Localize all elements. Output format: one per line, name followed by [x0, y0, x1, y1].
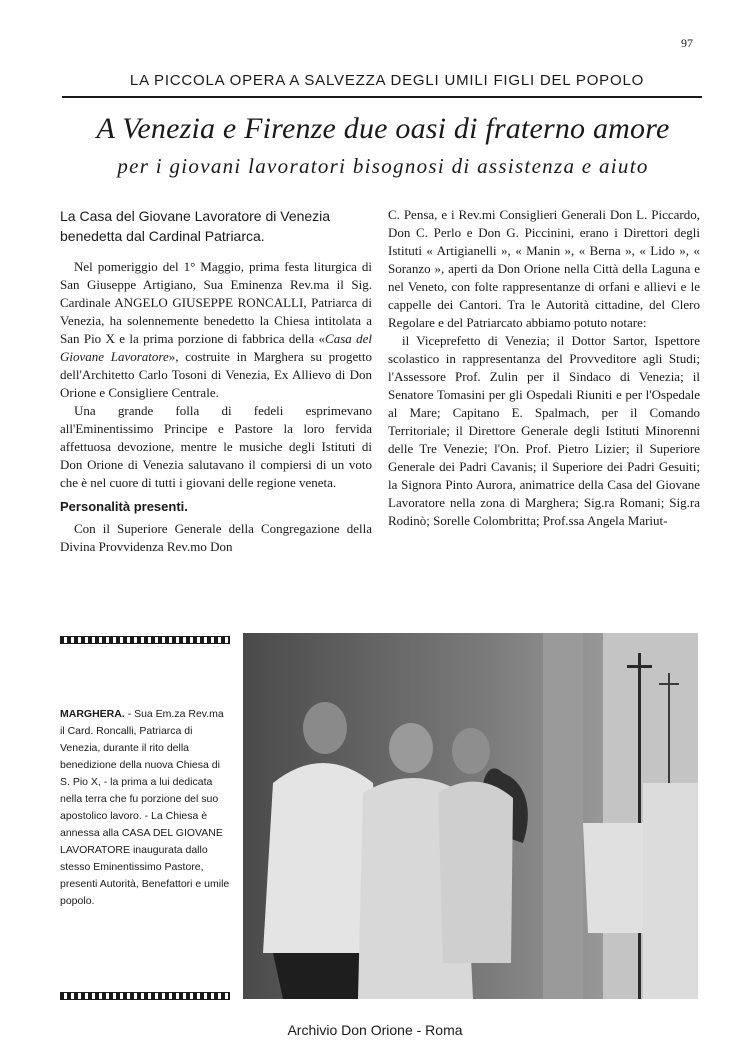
ceremony-photo	[243, 633, 698, 999]
header-rule	[62, 96, 702, 98]
paragraph-1-start: Nel pomeriggio del 1° Maggio, prima festa liturgica di San Giuseppe Artigiano, Sua Eminenza Rev.ma il Sig. Cardinale ANGELO GIUSEPPE RONCALLI, Patriarca di Venezia, ha solennemente benedetto la Chiesa intitolata a San Pio X e la prima porzione di fabbrica della «	[60, 259, 372, 346]
page-number: 97	[681, 36, 693, 50]
right-column	[388, 206, 700, 530]
paragraph-4: C. Pensa, e i Rev.mi Consiglieri Generali Don L. Piccardo, Don C. Perlo e Don G. Piccinini, erano i Direttori degli Istituti « Artigianelli », « Manin », « Berna », « Lido », « Soranzo », aperti da Don Orione nella Città della Laguna e nel Veneto, con folte rappresentanze di orfani e allievi e le cappelle dei Cantori. Tra le Autorità cittadine, del Clero Regolare e del Patriarcato abbiamo potuto notare:	[388, 207, 700, 330]
ornament-divider-bottom	[60, 992, 230, 1000]
paragraph-2: Una grande folla di fedeli esprimevano all'Eminentissimo Principe e Pastore la loro fervida affettuosa devozione, mentre le musiche degli Istituti di Don Orione di Venezia salutavano il compiersi di un voto che è nel cuore di tutti i giovani delle regione veneta.	[60, 403, 372, 490]
paragraph-3: Con il Superiore Generale della Congregazione della Divina Provvidenza Rev.mo Don	[60, 521, 372, 554]
section-kicker: LA PICCOLA OPERA A SALVEZZA DEGLI UMILI FIGLI DEL POPOLO	[129, 72, 645, 89]
archive-footer: Archivio Don Orione - Roma	[287, 1022, 463, 1038]
paragraph-1-end: », costruite in Marghera su progetto dell'Architetto Carlo Tosoni di Venezia, Ex Allievo di Don Orione e Consigliere Centrale.	[60, 349, 372, 400]
paragraph-1-italic: Casa del Giovane Lavoratore	[60, 331, 372, 364]
ornament-divider-top	[60, 636, 230, 644]
caption-text-1: - Sua Em.za Rev.ma il Card. Roncalli, Patriarca di Venezia, durante il rito della benedizione della nuova Chiesa di S. Pio X, - la prima a lui dedicata nella terra che fu porzione del suo apostolico lavoro. - La Chiesa è annessa alla	[60, 708, 224, 839]
caption-text-2: inaugurata dallo stesso Eminentissimo Pastore, presenti Autorità, Benefattori e umile popolo.	[60, 844, 230, 907]
paragraph-1	[60, 258, 372, 402]
left-column	[60, 206, 372, 556]
article-subtitle: per i giovani lavoratori bisognosi di assistenza e aiuto	[117, 154, 649, 178]
section-subhead: Personalità presenti.	[60, 499, 188, 514]
caption-bold: CASA DEL GIOVANE LAVORATORE	[60, 827, 223, 856]
paragraph-5: il Viceprefetto di Venezia; il Dottor Sartor, Ispettore scolastico in rappresentanza del Provveditore agli Studi; l'Assessore Prof. Zulin per il Sindaco di Venezia; il Senatore Tomasini per gli Ospedali Riuniti e per l'Ospedale al Mare; Capitano E. Spalmach, per il Comando Territoriale; il Direttore Generale degli Istituti Minorenni delle Tre Venezie; l'On. Prof. Pietro Lizier; il Superiore Generale dei Padri Cavanis; il Superiore dei Padri Gesuiti; la Signora Pinto Aurora, animatrice della Casa del Giovane Lavoratore nella zona di Marghera; Sig.ra Romani; Sig.ra Rodinò; Sorelle Colombritta; Prof.ssa Angela Mariut-	[388, 333, 700, 528]
article-title: A Venezia e Firenze due oasi di fraterno amore	[96, 112, 670, 145]
caption-lead: MARGHERA.	[60, 708, 125, 720]
article-heading: La Casa del Giovane Lavoratore di Venezia benedetta dal Cardinal Patriarca.	[60, 208, 331, 244]
photo-caption	[60, 706, 230, 910]
